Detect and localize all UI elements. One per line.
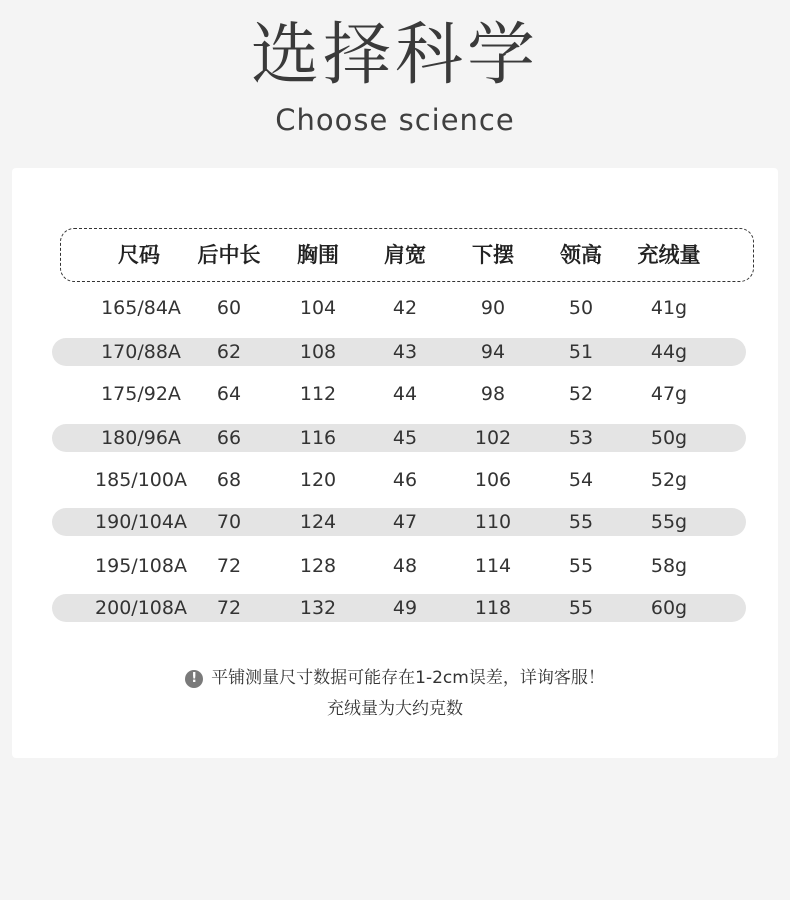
cell-shoulder: 48	[392, 555, 418, 577]
cell-hem: 102	[474, 427, 512, 449]
cell-shoulder: 46	[392, 469, 418, 491]
header-fill-weight: 充绒量	[637, 243, 701, 267]
header-back-length: 后中长	[197, 243, 261, 267]
table-row	[52, 424, 746, 452]
cell-shoulder: 43	[392, 341, 418, 363]
cell-fill-weight: 55g	[650, 511, 688, 533]
cell-size: 165/84A	[101, 297, 181, 319]
cell-chest: 124	[299, 511, 337, 533]
cell-chest: 120	[299, 469, 337, 491]
header-hem: 下摆	[472, 243, 514, 267]
table-row	[52, 466, 746, 494]
cell-collar-height: 50	[568, 297, 594, 319]
cell-hem: 118	[474, 597, 512, 619]
cell-back-length: 66	[216, 427, 242, 449]
cell-hem: 114	[474, 555, 512, 577]
cell-back-length: 70	[216, 511, 242, 533]
cell-fill-weight: 58g	[650, 555, 688, 577]
cell-back-length: 68	[216, 469, 242, 491]
cell-collar-height: 55	[568, 555, 594, 577]
cell-collar-height: 51	[568, 341, 594, 363]
cell-hem: 106	[474, 469, 512, 491]
cell-back-length: 62	[216, 341, 242, 363]
cell-fill-weight: 47g	[650, 383, 688, 405]
cell-size: 180/96A	[101, 427, 181, 449]
cell-shoulder: 47	[392, 511, 418, 533]
cell-shoulder: 45	[392, 427, 418, 449]
cell-hem: 98	[480, 383, 506, 405]
cell-size: 195/108A	[95, 555, 187, 577]
cell-chest: 116	[299, 427, 337, 449]
cell-chest: 104	[299, 297, 337, 319]
cell-collar-height: 53	[568, 427, 594, 449]
cell-hem: 94	[480, 341, 506, 363]
cell-size: 185/100A	[95, 469, 187, 491]
cell-shoulder: 44	[392, 383, 418, 405]
table-header	[60, 228, 754, 282]
cell-fill-weight: 41g	[650, 297, 688, 319]
cell-collar-height: 52	[568, 383, 594, 405]
page-subtitle: Choose science	[275, 103, 515, 137]
cell-shoulder: 49	[392, 597, 418, 619]
exclamation-icon: !	[185, 670, 203, 688]
cell-chest: 128	[299, 555, 337, 577]
cell-chest: 108	[299, 341, 337, 363]
cell-collar-height: 55	[568, 597, 594, 619]
cell-hem: 110	[474, 511, 512, 533]
measurement-note	[12, 664, 778, 692]
header-collar-height: 领高	[560, 243, 602, 267]
table-row	[52, 552, 746, 580]
header-shoulder: 肩宽	[384, 243, 426, 267]
page-title: 选择科学	[250, 16, 539, 95]
cell-back-length: 72	[216, 555, 242, 577]
cell-back-length: 60	[216, 297, 242, 319]
cell-chest: 132	[299, 597, 337, 619]
table-row	[52, 508, 746, 536]
header-size: 尺码	[118, 243, 160, 267]
table-row	[52, 380, 746, 408]
cell-fill-weight: 52g	[650, 469, 688, 491]
cell-size: 170/88A	[101, 341, 181, 363]
cell-chest: 112	[299, 383, 337, 405]
table-row	[52, 338, 746, 366]
cell-back-length: 64	[216, 383, 242, 405]
cell-collar-height: 54	[568, 469, 594, 491]
note-line-1: 平铺测量尺寸数据可能存在1-2cm误差，详询客服！	[211, 668, 605, 688]
header-chest: 胸围	[297, 243, 339, 267]
size-chart-card	[12, 168, 778, 758]
cell-back-length: 72	[216, 597, 242, 619]
cell-size: 190/104A	[95, 511, 187, 533]
cell-collar-height: 55	[568, 511, 594, 533]
cell-fill-weight: 60g	[650, 597, 688, 619]
cell-shoulder: 42	[392, 297, 418, 319]
note-line-2: 充绒量为大约克数	[327, 699, 463, 719]
table-row	[52, 294, 746, 322]
table-row	[52, 594, 746, 622]
cell-size: 200/108A	[95, 597, 187, 619]
cell-hem: 90	[480, 297, 506, 319]
cell-fill-weight: 50g	[650, 427, 688, 449]
cell-size: 175/92A	[101, 383, 181, 405]
cell-fill-weight: 44g	[650, 341, 688, 363]
